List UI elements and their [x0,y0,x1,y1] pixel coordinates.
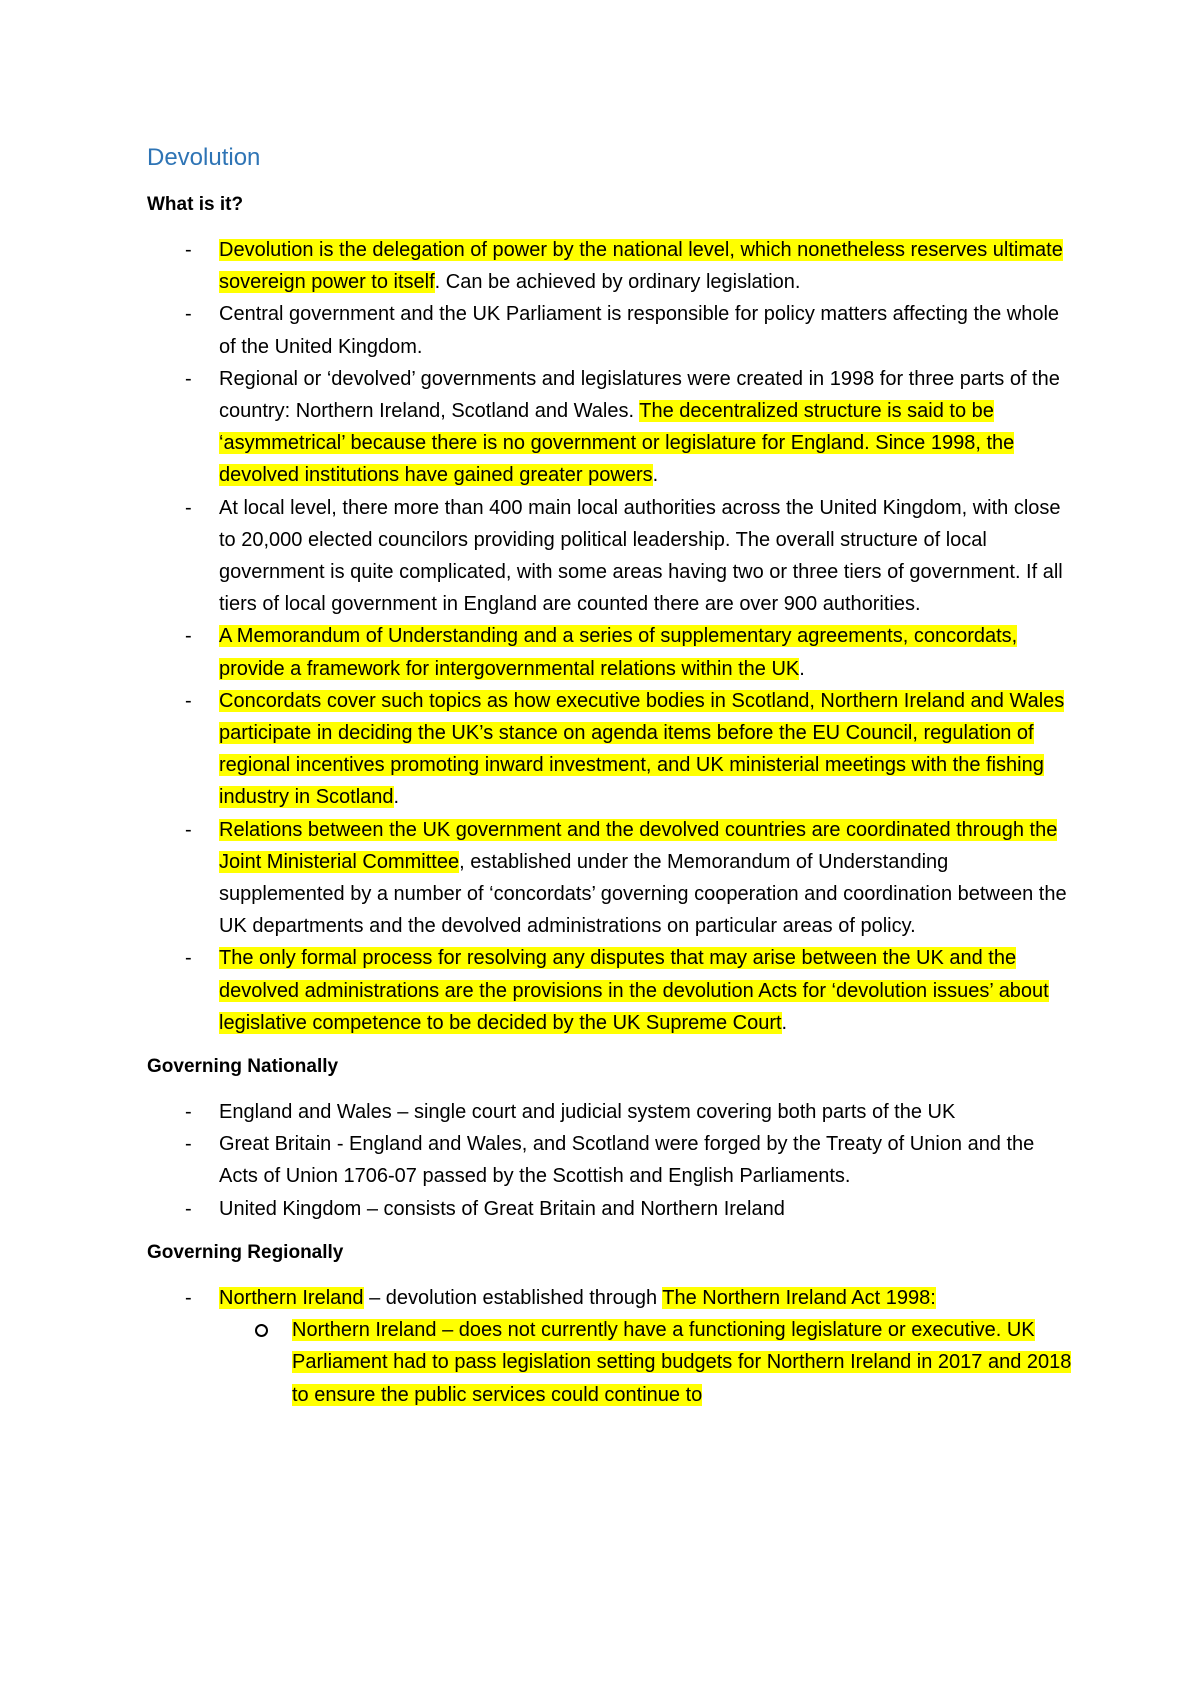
governing-nationally-list [147,1096,1077,1225]
list-item [147,814,1077,943]
plain-text: – devolution established through [363,1286,663,1309]
list-item: - United Kingdom – consists of Great Britain and Northern Ireland [147,1193,1077,1225]
plain-text: . Can be achieved by ordinary legislation. [434,271,801,294]
list-item [147,685,1077,814]
highlighted-text: A Memorandum of Understanding and a series of supplementary agreements, concordats, provide a framework for intergovernmental relations within the UK [219,625,1018,680]
section-heading-what-is-it: What is it? [147,194,244,215]
highlighted-text: Concordats cover such topics as how executive bodies in Scotland, Northern Ireland and Wales participate in deciding the UK’s stance on agenda items before the EU Council, regulation of regional incentives promoting inward investment, and UK ministerial meetings with the fishing industry in Scotland [219,689,1065,809]
plain-text: . [393,786,400,809]
highlighted-text: Northern Ireland – does not currently have a functioning legislature or executive. UK Parliament had to pass legislation setting budgets for Northern Ireland in 2017 and 2018 to ensure the public services could continue to [292,1319,1072,1406]
governing-regionally-list [147,1282,1077,1411]
list-item [147,363,1077,492]
sub-list [219,1314,1077,1411]
plain-text: Regional or ‘devolved’ governments and legislatures were created in 1998 for three parts of the country: Northern Ireland, Scotland and Wales. [219,367,1060,423]
highlighted-text: Relations between the UK government and the devolved countries are coordinated through the Joint Ministerial Committee [219,818,1058,873]
sub-list-item [147,1314,1077,1411]
section-heading-governing-regionally: Governing Regionally [147,1241,344,1263]
list-item [147,298,1077,362]
plain-text: . [781,1011,788,1034]
section-heading-governing-nationally: Governing Nationally [147,1056,339,1078]
plain-text: . [799,657,805,680]
list-item [147,620,1077,684]
plain-text: . [652,464,659,487]
circle-bullet-icon [255,1324,268,1337]
document-title: Devolution [147,144,261,171]
plain-text: , established under the Memorandum of Understanding supplemented by a number of ‘concordats’ governing cooperation and coordination between the UK departments and the devolved administrations on particular areas of policy. [219,850,1067,938]
list-item [147,234,1077,298]
list-item [147,492,1077,621]
list-item [147,1282,1077,1411]
what-is-it-list [147,234,1077,1039]
list-item: - England and Wales – single court and judicial system covering both parts of the UK [147,1096,1077,1128]
plain-text: Central government and the UK Parliament is responsible for policy matters affecting the whole of the United Kingdom. [219,303,1060,358]
highlighted-text: The decentralized structure is said to be ‘asymmetrical’ because there is no government or legislature for England. Since 1998, the devolved institutions have gained greater powers [219,400,1015,487]
document-body [147,142,1077,1425]
list-item: - Great Britain - England and Wales, and Scotland were forged by the Treaty of Union and the Acts of Union 1706-07 passed by the Scottish and English Parliaments. [147,1128,1077,1192]
highlighted-text: Northern Ireland [219,1286,364,1309]
highlighted-text: Devolution is the delegation of power by the national level, which nonetheless reserves ultimate sovereign power to itself [219,239,1063,294]
plain-text: At local level, there more than 400 main local authorities across the United Kingdom, with close to 20,000 elected councilors providing political leadership. The overall structure of local government is quite complicated, with some areas having two or three tiers of government. If all tiers of local government in England are counted there are over 900 authorities. [219,496,1063,616]
highlighted-text: The only formal process for resolving any disputes that may arise between the UK and the devolved administrations are the provisions in the devolution Acts for ‘devolution issues’ about legislative competence to be decided by the UK Supreme Court [219,947,1049,1034]
list-item [147,942,1077,1039]
highlighted-text: The Northern Ireland Act 1998: [662,1286,936,1309]
